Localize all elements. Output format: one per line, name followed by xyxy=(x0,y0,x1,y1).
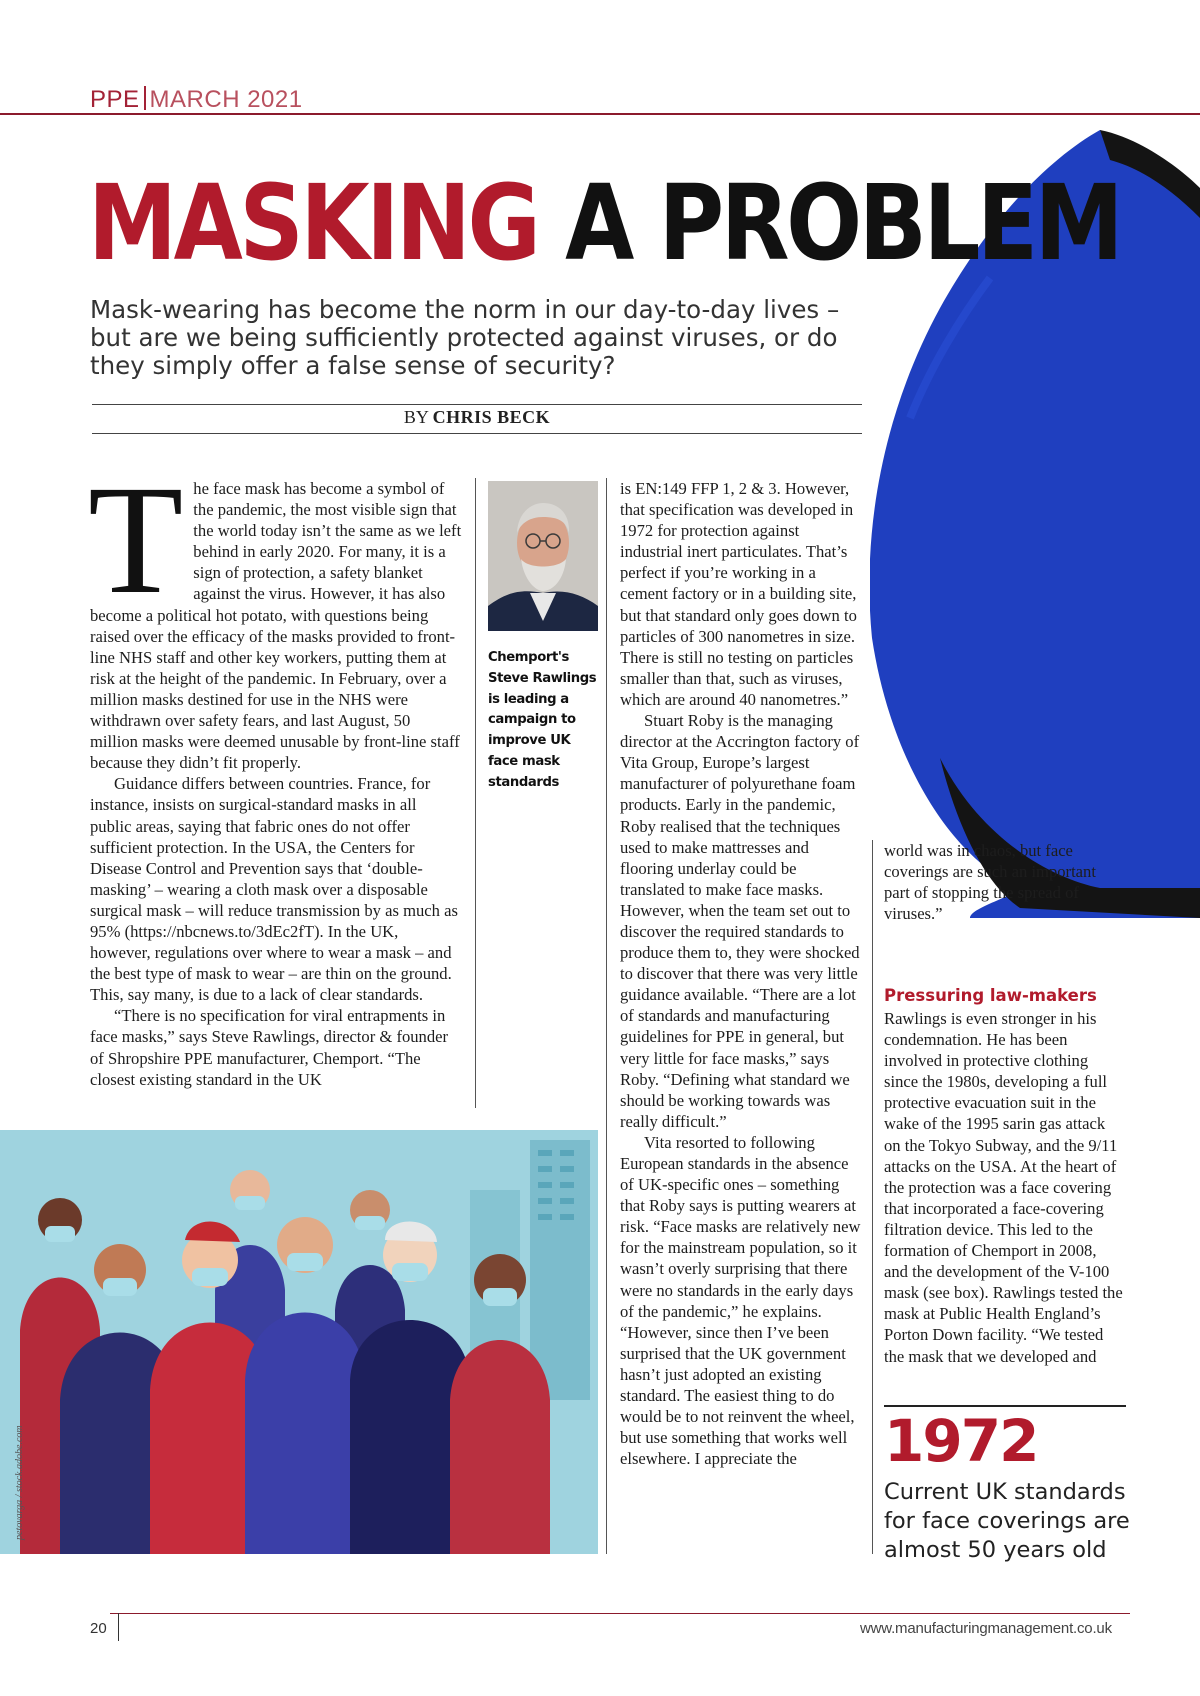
footer-divider xyxy=(118,1613,119,1641)
photo-credit: petovarga / stock.adobe.com xyxy=(14,1425,25,1540)
steve-rawlings-portrait xyxy=(488,481,598,631)
standfirst: Mask-wearing has become the norm in our day-to-day lives – but are we being sufficiently protected against viruses, or do they simply offer a false sense of security? xyxy=(90,295,840,380)
subheading: Pressuring law-makers xyxy=(884,986,1097,1005)
section-label: PPE xyxy=(90,86,140,113)
section-header xyxy=(90,86,303,114)
column-divider xyxy=(475,478,476,1108)
footer-rule xyxy=(110,1613,1130,1614)
byline-author: CHRIS BECK xyxy=(432,407,551,427)
stat-caption: Current UK standards for face coverings are almost 50 years old xyxy=(884,1479,1130,1563)
body-paragraph: Guidance differs between countries. France, for instance, insists on surgical-standard masks in all public areas, saying that fabric ones do not offer sufficient protection. In the USA, the Centers for Disease Control and Prevention says that ‘double-masking’ – wearing a cloth mask over a disposable surgical mask – will reduce transmission by as much as 95% (https://nbcnews.to/3dEc2fT). In the UK, however, regulations over where to wear a mask – and the best type of mask to wear – are thin on the ground. This, say many, is due to a lack of clear standards. xyxy=(90,774,458,1005)
byline-rule-top xyxy=(92,404,862,405)
byline xyxy=(92,407,862,428)
column-divider xyxy=(872,840,873,1554)
header-rule xyxy=(0,113,1200,115)
byline-prefix: BY xyxy=(403,407,433,427)
page-number: 20 xyxy=(90,1620,107,1637)
byline-rule-bottom xyxy=(92,433,862,434)
headline-rest: A PROBLEM xyxy=(537,162,1121,284)
drop-cap: T xyxy=(88,453,184,626)
article-column-1 xyxy=(88,453,462,1090)
portrait-caption: Chemport's Steve Rawlings is leading a campaign to improve UK face mask standards xyxy=(488,650,597,790)
article-column-2 xyxy=(620,478,864,1469)
website-url: www.manufacturingmanagement.co.uk xyxy=(860,1620,1112,1637)
body-paragraph: world was in chaos, but face coverings are such an important part of stopping the spread of viruses.” xyxy=(884,841,1096,924)
paragraph-text: he face mask has become a symbol of the pandemic, the most visible sign that the world today isn’t the same as we left behind in early 2020. For many, it is a sign of protection, a safety blanket against the virus. However, it has also become a political hot potato, with questions being raised over the efficacy of the masks provided to front-line NHS staff and other key workers, putting them at risk at the height of the pandemic. In February, over a million masks destined for use in the NHS were withdrawn over safety fears, and last August, 50 million masks were deemed unusable by front-line staff because they didn’t fit properly. xyxy=(90,479,462,773)
body-paragraph: is EN:149 FFP 1, 2 & 3. However, that specification was developed in 1972 for protection against industrial inert particulates. That’s perfect if you’re working in a cement factory or in a building site, but that standard only goes down to particles of 300 nanometres in size. There is still no testing on particles smaller than that, such as viruses, which are around 40 nanometres.” xyxy=(620,479,857,709)
article-column-3-bottom xyxy=(884,1008,1124,1367)
header-divider xyxy=(144,86,146,110)
body-paragraph: “There is no specification for viral entrapments in face masks,” says Steve Rawlings, director & founder of Shropshire PPE manufacturer, Chemport. “The closest existing standard in the UK xyxy=(90,1006,449,1089)
column-divider xyxy=(606,478,607,1554)
body-paragraph: Stuart Roby is the managing director at the Accrington factory of Vita Group, Europe’s largest manufacturer of polyurethane foam products. Early in the pandemic, Roby realised that the techniques used to make mattresses and flooring underlay could be translated to make face masks. However, when the team set out to discover the required standards to produce them to, they were shocked to discover that there was very little guidance available. “There are a lot of standards and manufacturing guidelines for PPE in general, but very little for face masks,” says Roby. “Defining what standard we should be working towards was really difficult.” xyxy=(620,711,860,1131)
body-paragraph: Vita resorted to following European standards in the absence of UK-specific ones – something that Roby says is putting wearers at risk. “Face masks are relatively new for the mainstream population, so it wasn’t overly surprising that there were no standards in the early days of the pandemic,” he explains. “However, since then I’ve been surprised that the UK government hasn’t just adopted an existing standard. The easiest thing to do would be to not reinvent the wheel, but use something that works well elsewhere. I appreciate the xyxy=(620,1132,861,1469)
article-column-3-top xyxy=(884,840,1104,924)
headline xyxy=(88,162,1121,284)
body-paragraph xyxy=(88,453,462,773)
masked-crowd-illustration xyxy=(0,1130,598,1554)
issue-date: MARCH 2021 xyxy=(149,86,303,113)
body-paragraph: Rawlings is even stronger in his condemnation. He has been involved in protective clothing since the 1980s, developing a full protective evacuation suit in the wake of the 1995 sarin gas attack on the Tokyo Subway, and the 9/11 attacks on the USA. At the heart of the protection was a face covering that incorporated a face-covering filtration device. This led to the formation of Chemport in 2008, and the development of the V-100 mask (see box). Rawlings tested the mask at Public Health England’s Porton Down facility. “We tested the mask that we developed and xyxy=(884,1009,1123,1366)
stat-number: 1972 xyxy=(884,1407,1038,1475)
headline-highlight: MASKING xyxy=(88,162,538,284)
